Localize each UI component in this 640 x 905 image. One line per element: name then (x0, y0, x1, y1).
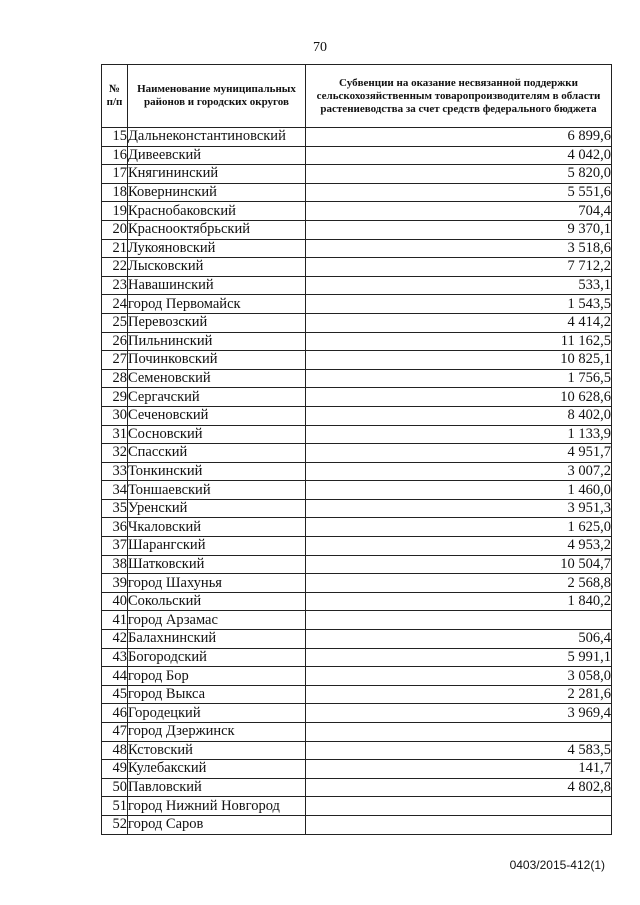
table-row (102, 760, 612, 779)
row-number: 26 (102, 332, 128, 351)
row-number: 45 (102, 685, 128, 704)
row-value: 3 951,3 (306, 499, 612, 518)
table-row (102, 723, 612, 742)
row-name: Сокольский (128, 592, 306, 611)
row-name: город Саров (128, 815, 306, 834)
row-name: Дальнеконстантиновский (128, 128, 306, 147)
header-value: Субвенции на оказание несвязанной поддержки сельскохозяйственным товаропроизводителям в области растениеводства за счет средств федерального бюджета (306, 65, 612, 128)
row-name: Сеченовский (128, 406, 306, 425)
table-row (102, 165, 612, 184)
row-value: 7 712,2 (306, 258, 612, 277)
table-row (102, 499, 612, 518)
row-number: 25 (102, 313, 128, 332)
row-name: Городецкий (128, 704, 306, 723)
table-row (102, 313, 612, 332)
row-name: Ковернинский (128, 183, 306, 202)
table-row (102, 778, 612, 797)
row-name: Тонкинский (128, 462, 306, 481)
row-name: Сосновский (128, 425, 306, 444)
row-value: 506,4 (306, 630, 612, 649)
table-row (102, 815, 612, 834)
row-name: Перевозский (128, 313, 306, 332)
row-number: 30 (102, 406, 128, 425)
row-value: 10 628,6 (306, 388, 612, 407)
row-value: 141,7 (306, 760, 612, 779)
row-name: Уренский (128, 499, 306, 518)
table-row (102, 202, 612, 221)
row-value: 10 825,1 (306, 351, 612, 370)
row-value: 533,1 (306, 276, 612, 295)
row-number: 23 (102, 276, 128, 295)
row-number: 39 (102, 574, 128, 593)
row-value: 6 899,6 (306, 128, 612, 147)
row-number: 18 (102, 183, 128, 202)
table-row (102, 537, 612, 556)
row-name: Богородский (128, 648, 306, 667)
table-row (102, 369, 612, 388)
table-row (102, 276, 612, 295)
row-value: 1 756,5 (306, 369, 612, 388)
row-number: 41 (102, 611, 128, 630)
row-value: 4 802,8 (306, 778, 612, 797)
row-number: 32 (102, 444, 128, 463)
row-number: 21 (102, 239, 128, 258)
row-value: 4 042,0 (306, 146, 612, 165)
table-row (102, 332, 612, 351)
row-name: Шарангский (128, 537, 306, 556)
row-name: Шатковский (128, 555, 306, 574)
row-number: 37 (102, 537, 128, 556)
row-name: Сергачский (128, 388, 306, 407)
document-code: 0403/2015-412(1) (509, 858, 605, 872)
row-number: 34 (102, 481, 128, 500)
row-name: Чкаловский (128, 518, 306, 537)
row-number: 27 (102, 351, 128, 370)
row-value: 5 551,6 (306, 183, 612, 202)
table-body (102, 128, 612, 835)
row-number: 28 (102, 369, 128, 388)
row-value: 4 953,2 (306, 537, 612, 556)
row-name: Починковский (128, 351, 306, 370)
table-row (102, 128, 612, 147)
row-number: 47 (102, 723, 128, 742)
row-number: 22 (102, 258, 128, 277)
table-row (102, 611, 612, 630)
table-row (102, 183, 612, 202)
row-name: Спасский (128, 444, 306, 463)
row-name: Балахнинский (128, 630, 306, 649)
row-value: 8 402,0 (306, 406, 612, 425)
row-number: 44 (102, 667, 128, 686)
row-value: 9 370,1 (306, 220, 612, 239)
row-name: Кулебакский (128, 760, 306, 779)
row-value (306, 797, 612, 816)
table-row (102, 462, 612, 481)
row-value: 5 991,1 (306, 648, 612, 667)
table-row (102, 295, 612, 314)
row-name: Семеновский (128, 369, 306, 388)
row-name: Княгининский (128, 165, 306, 184)
table-row (102, 425, 612, 444)
row-name: Дивеевский (128, 146, 306, 165)
header-num: № п/п (102, 65, 128, 128)
row-number: 50 (102, 778, 128, 797)
row-value: 11 162,5 (306, 332, 612, 351)
table-row (102, 592, 612, 611)
row-number: 35 (102, 499, 128, 518)
row-name: город Первомайск (128, 295, 306, 314)
table-row (102, 481, 612, 500)
row-name: город Выкса (128, 685, 306, 704)
row-number: 40 (102, 592, 128, 611)
table-row (102, 741, 612, 760)
table-row (102, 797, 612, 816)
table-row (102, 146, 612, 165)
row-value (306, 611, 612, 630)
table-row (102, 648, 612, 667)
row-number: 51 (102, 797, 128, 816)
row-number: 36 (102, 518, 128, 537)
row-number: 16 (102, 146, 128, 165)
row-value: 10 504,7 (306, 555, 612, 574)
table-header-row (102, 65, 612, 128)
row-number: 33 (102, 462, 128, 481)
row-value (306, 723, 612, 742)
row-number: 15 (102, 128, 128, 147)
row-name: город Арзамас (128, 611, 306, 630)
row-name: город Дзержинск (128, 723, 306, 742)
table-row (102, 518, 612, 537)
row-value: 3 969,4 (306, 704, 612, 723)
table-row (102, 239, 612, 258)
row-value: 3 518,6 (306, 239, 612, 258)
row-name: Павловский (128, 778, 306, 797)
row-value: 2 568,8 (306, 574, 612, 593)
header-name: Наименование муниципальных районов и городских округов (128, 65, 306, 128)
row-value: 704,4 (306, 202, 612, 221)
row-value: 4 583,5 (306, 741, 612, 760)
table-row (102, 220, 612, 239)
row-number: 24 (102, 295, 128, 314)
row-value: 1 543,5 (306, 295, 612, 314)
table-row (102, 555, 612, 574)
row-name: Краснобаковский (128, 202, 306, 221)
subsidy-table (101, 64, 612, 835)
table-row (102, 630, 612, 649)
row-name: город Шахунья (128, 574, 306, 593)
table-row (102, 704, 612, 723)
table-row (102, 667, 612, 686)
row-name: город Бор (128, 667, 306, 686)
row-value: 1 625,0 (306, 518, 612, 537)
row-value: 1 133,9 (306, 425, 612, 444)
row-value: 1 460,0 (306, 481, 612, 500)
table-row (102, 444, 612, 463)
row-number: 48 (102, 741, 128, 760)
row-name: город Нижний Новгород (128, 797, 306, 816)
row-value: 1 840,2 (306, 592, 612, 611)
row-number: 49 (102, 760, 128, 779)
table-row (102, 388, 612, 407)
row-number: 29 (102, 388, 128, 407)
row-number: 20 (102, 220, 128, 239)
row-number: 52 (102, 815, 128, 834)
row-number: 43 (102, 648, 128, 667)
row-name: Краснооктябрьский (128, 220, 306, 239)
row-value: 2 281,6 (306, 685, 612, 704)
row-number: 46 (102, 704, 128, 723)
row-value: 3 007,2 (306, 462, 612, 481)
row-value: 4 951,7 (306, 444, 612, 463)
row-name: Навашинский (128, 276, 306, 295)
row-value: 4 414,2 (306, 313, 612, 332)
row-number: 17 (102, 165, 128, 184)
row-name: Пильнинский (128, 332, 306, 351)
page-number: 70 (313, 40, 327, 55)
row-name: Лукояновский (128, 239, 306, 258)
table-row (102, 685, 612, 704)
row-number: 19 (102, 202, 128, 221)
table-row (102, 258, 612, 277)
table-row (102, 351, 612, 370)
row-name: Тоншаевский (128, 481, 306, 500)
row-value: 5 820,0 (306, 165, 612, 184)
table-row (102, 574, 612, 593)
row-value: 3 058,0 (306, 667, 612, 686)
row-value (306, 815, 612, 834)
row-name: Кстовский (128, 741, 306, 760)
row-name: Лысковский (128, 258, 306, 277)
row-number: 38 (102, 555, 128, 574)
row-number: 42 (102, 630, 128, 649)
table-row (102, 406, 612, 425)
row-number: 31 (102, 425, 128, 444)
